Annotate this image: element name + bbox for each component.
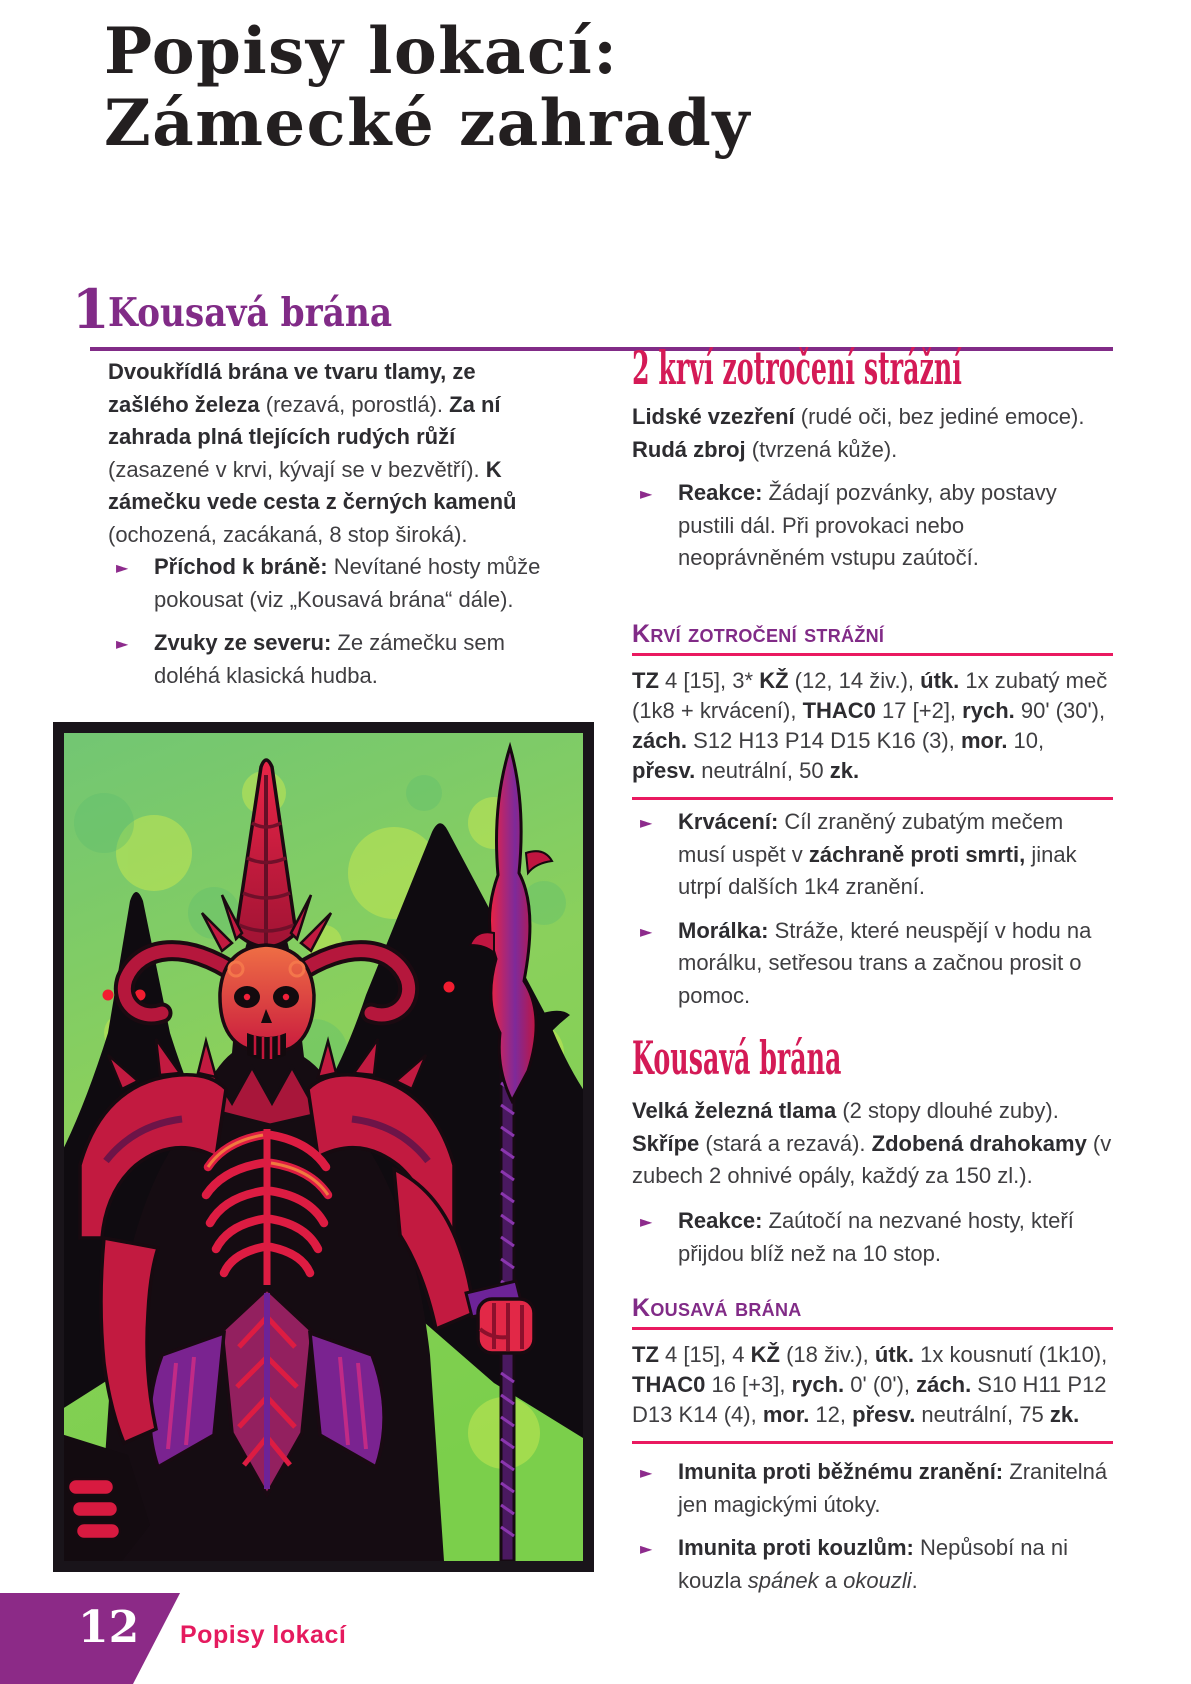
statblock-guards: [632, 620, 1113, 800]
guards-reaction-list: [632, 477, 1113, 586]
list-item: [108, 627, 550, 692]
page-title-line2: Zámecké zahrady: [104, 86, 751, 161]
gate-reaction-list: [632, 1205, 1113, 1281]
list-item: [632, 915, 1113, 1013]
statblock-title: Kousavá brána: [632, 1294, 1113, 1330]
guardian-illustration-art: [64, 733, 583, 1561]
list-item: [108, 551, 550, 616]
list-item-text: Reakce: Zaútočí na nezvané hosty, kteří přijdou blíž než na 10 stop.: [678, 1208, 1074, 1266]
footer-chapter-label: Popisy lokací: [180, 1621, 347, 1649]
list-item-text: Reakce: Žádají pozvánky, aby postavy pustili dál. Při provokaci nebo neoprávněném vstupu zaútočí.: [678, 480, 1057, 570]
list-item: [632, 1532, 1113, 1597]
list-item-text: Krvácení: Cíl zraněný zubatým mečem musí uspět v záchraně proti smrti, jinak utrpí dalších 1k4 zranění.: [678, 809, 1077, 899]
page-title: [104, 16, 751, 160]
guards-traits-list: [632, 806, 1113, 1023]
section-heading: Kousavá brána: [108, 290, 393, 336]
gate-description: Velká železná tlama (2 stopy dlouhé zuby). Skřípe (stará a rezavá). Zdobená drahokamy (v zubech 2 ohnivé opály, každý za 150 zl.).: [632, 1098, 1112, 1188]
gate-traits-list: [632, 1456, 1113, 1608]
list-item-text: Imunita proti kouzlům: Nepůsobí na ni kouzla spánek a okouzli.: [678, 1535, 1068, 1593]
list-item-text: Morálka: Stráže, které neuspějí v hodu na morálku, setřesou trans a začnou prosit o pomoc.: [678, 917, 1092, 1008]
page-title-line1: Popisy lokací:: [104, 14, 619, 89]
guards-heading: 2 krví zotročení strážní: [632, 341, 962, 395]
statblock-gate: [632, 1294, 1113, 1444]
list-item-text: Zvuky ze severu: Ze zámečku sem doléhá klasická hudba.: [154, 630, 505, 688]
gate-heading: Kousavá brána: [632, 1031, 842, 1085]
list-item: [632, 1205, 1113, 1270]
page-number: 12: [78, 1602, 140, 1653]
bullet-triangle-icon: ►: [640, 1463, 653, 1482]
gate-intro-paragraph: Dvoukřídlá brána ve tvaru tlamy, ze zašlého železa (rezavá, porostlá). Za ní zahrada plná tlejících rudých růží (zasazené v krvi, kývají se v bezvětří). K zámečku vede cesta z černých kamenů (ochozená, zacákaná, 8 stop široká).: [108, 359, 517, 547]
list-item: [632, 806, 1113, 904]
list-item-text: Příchod k bráně: Nevítané hosty může pokousat (viz „Kousavá brána“ dále).: [154, 554, 541, 612]
guardian-illustration: [53, 722, 594, 1572]
bullet-triangle-icon: ►: [116, 558, 129, 577]
bullet-triangle-icon: ►: [640, 1539, 653, 1558]
bullet-triangle-icon: ►: [640, 1212, 653, 1231]
section-number: 1: [72, 277, 110, 341]
guards-description: Lidské vzezření (rudé oči, bez jediné emoce). Rudá zbroj (tvrzená kůže).: [632, 404, 1085, 462]
statblock-title: Krví zotročení strážní: [632, 620, 1113, 656]
gate-notes-list: [108, 551, 550, 703]
bullet-triangle-icon: ►: [640, 813, 653, 832]
bullet-triangle-icon: ►: [116, 634, 129, 653]
list-item: [632, 1456, 1113, 1521]
bullet-triangle-icon: ►: [640, 921, 653, 941]
statblock-stats: TZ 4 [15], 4 KŽ (18 živ.), útk. 1x kousnutí (1k10), THAC0 16 [+3], rych. 0' (0'), zách. S10 H11 P12 D13 K14 (4), mor. 12, přesv. neutrální, 75 zk.: [632, 1340, 1113, 1444]
list-item-text: Imunita proti běžnému zranění: Zranitelná jen magickými útoky.: [678, 1459, 1108, 1517]
statblock-stats: TZ 4 [15], 3* KŽ (12, 14 živ.), útk. 1x zubatý meč (1k8 + krvácení), THAC0 17 [+2], rych. 90' (30'), zách. S12 H13 P14 D15 K16 (3), mor. 10, přesv. neutrální, 50 zk.: [632, 666, 1113, 800]
bullet-triangle-icon: ►: [640, 484, 653, 503]
list-item: [632, 477, 1113, 575]
